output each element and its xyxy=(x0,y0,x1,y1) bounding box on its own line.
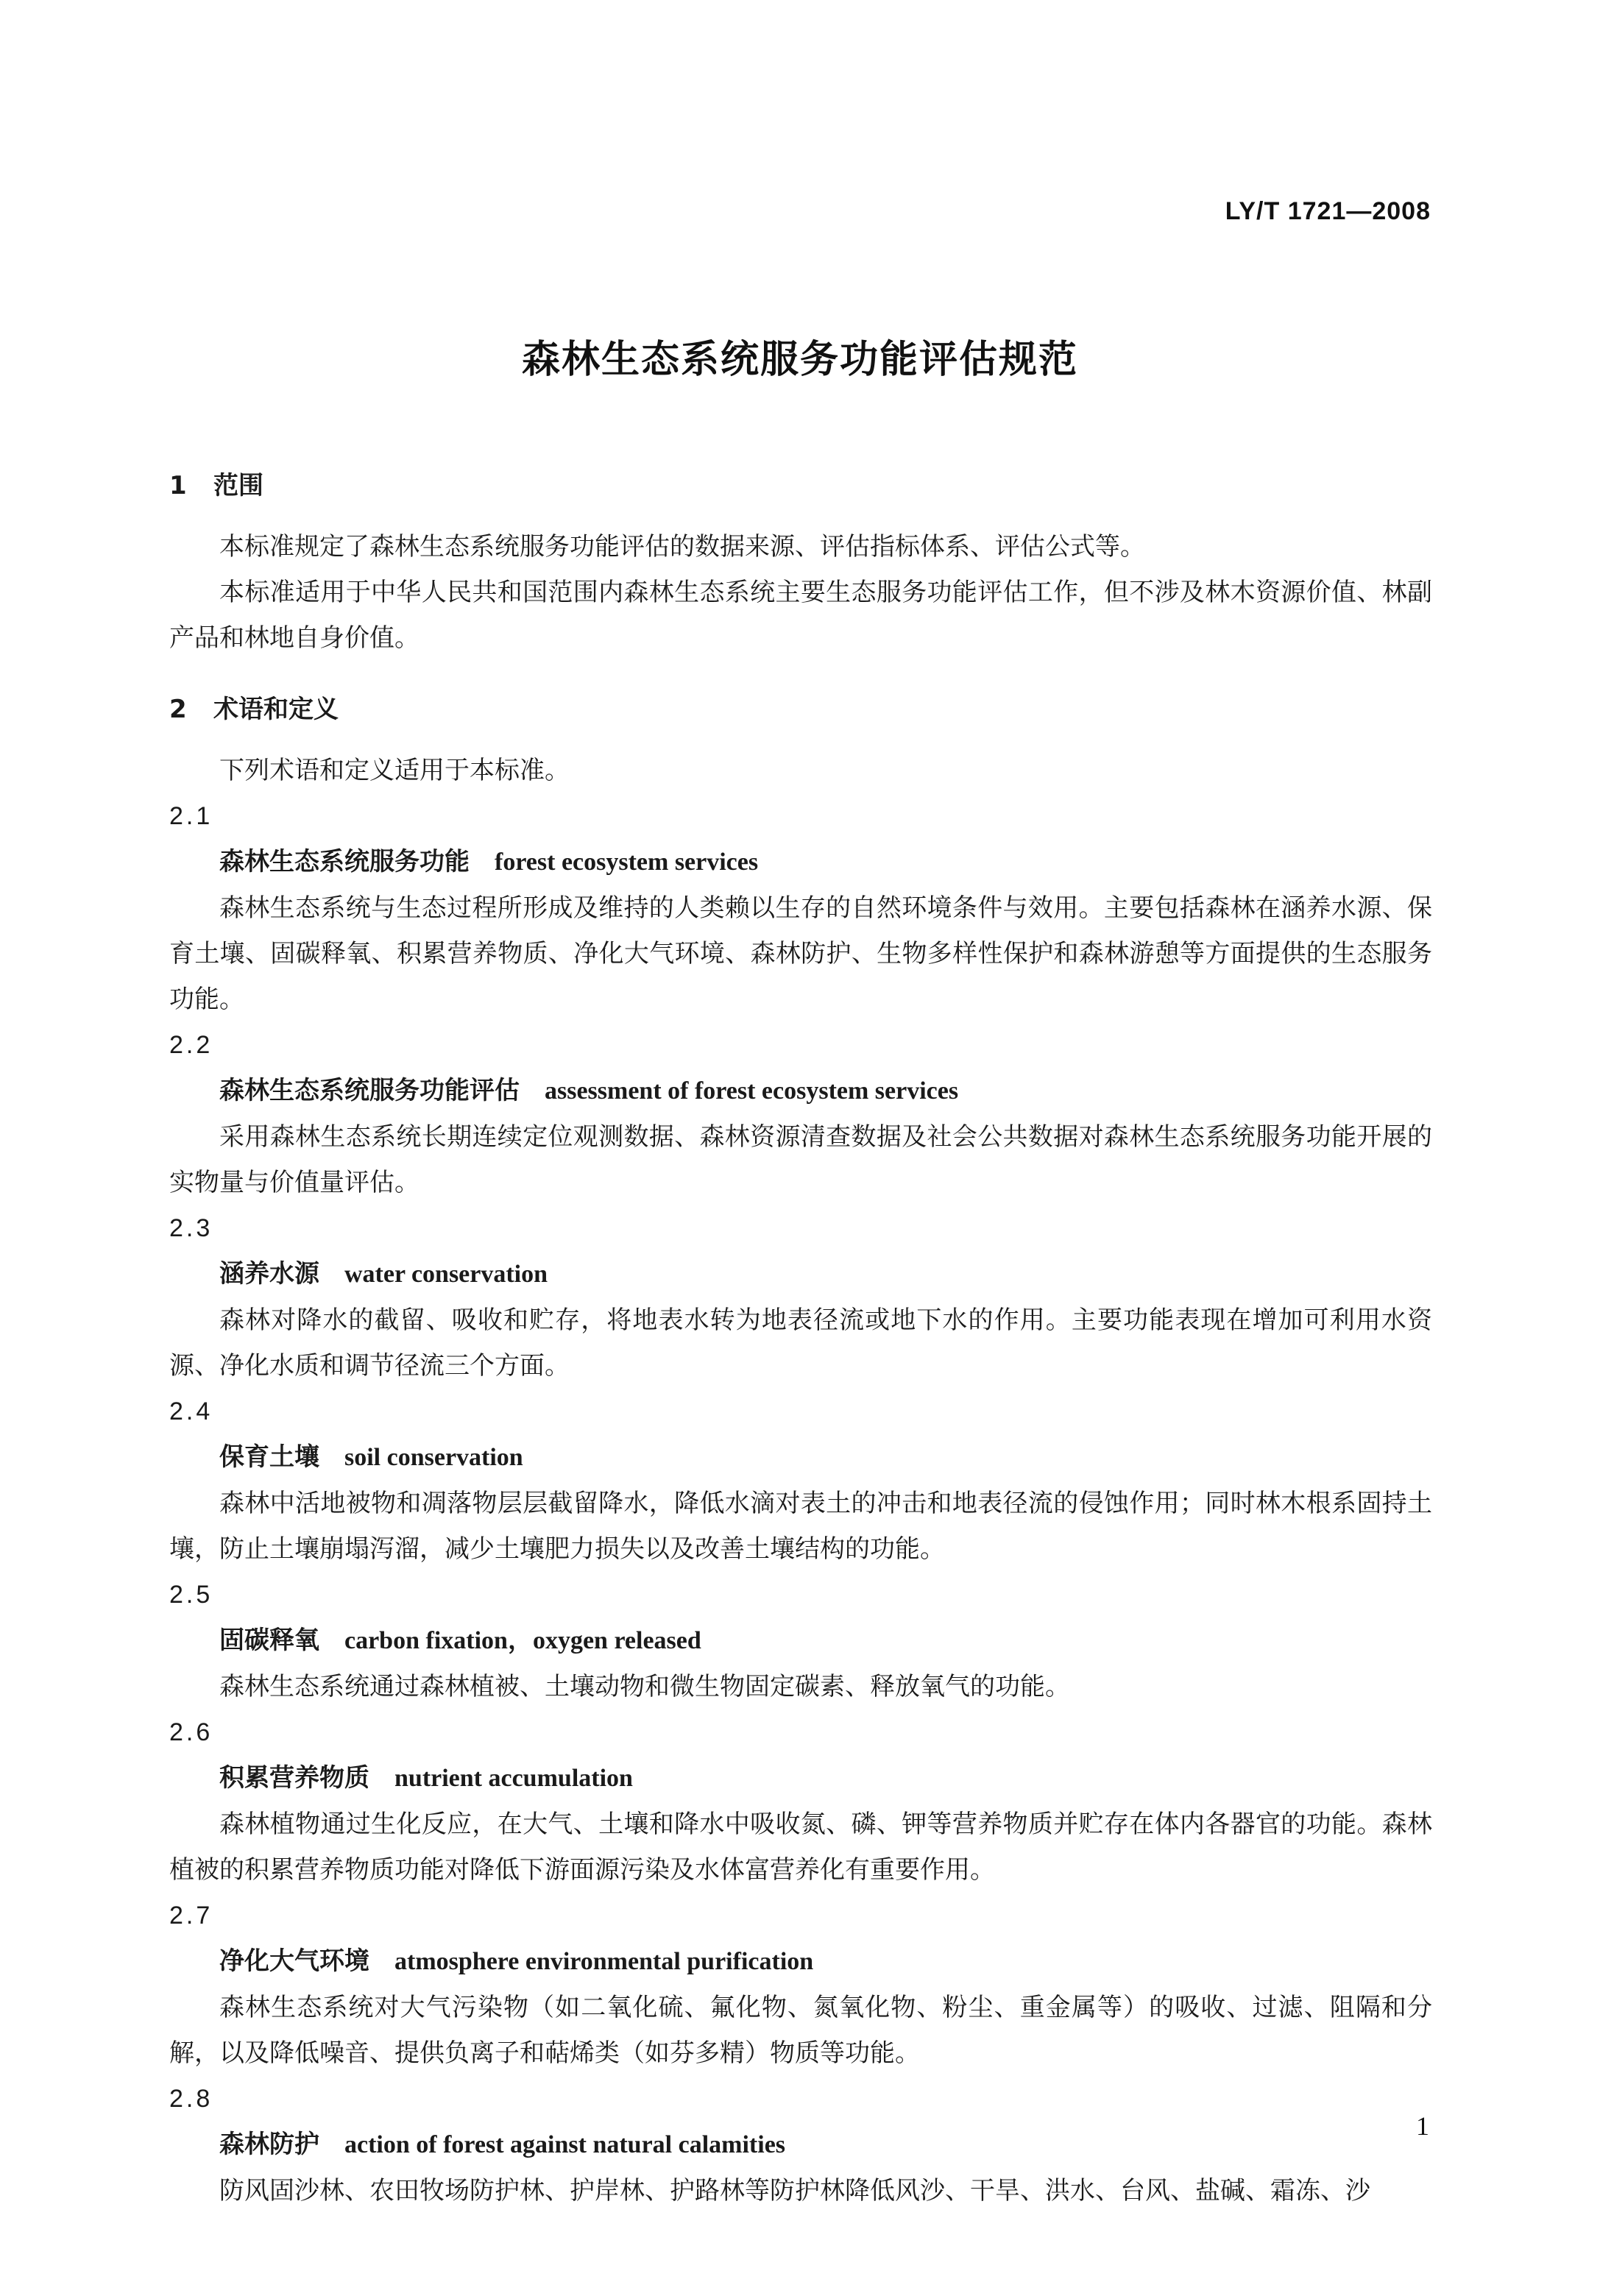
clause-number: 2.2 xyxy=(169,1031,213,1059)
term-entry xyxy=(169,1938,1432,1985)
term-chinese: 净化大气环境 xyxy=(219,1946,369,1976)
term-entry xyxy=(169,839,1432,885)
document-body xyxy=(169,459,1432,2214)
standard-code: LY/T 1721—2008 xyxy=(1225,197,1431,225)
term-chinese: 森林防护 xyxy=(219,2130,319,2159)
clause-number: 2.5 xyxy=(169,1581,213,1609)
term-entry xyxy=(169,1755,1432,1801)
section-heading-terms xyxy=(169,687,1432,731)
term-definition: 森林中活地被物和凋落物层层截留降水，降低水滴对表土的冲击和地表径流的侵蚀作用；同时林木根系固持土壤，防止土壤崩塌泻溜，减少土壤肥力损失以及改善土壤结构的功能。 xyxy=(169,1489,1432,1564)
term-chinese: 保育土壤 xyxy=(219,1442,319,1472)
clause-number: 2.3 xyxy=(169,1214,213,1242)
term-entry xyxy=(169,1434,1432,1481)
clause-number: 2.7 xyxy=(169,1902,213,1930)
section-title: 术语和定义 xyxy=(213,695,339,724)
section-number: 1 xyxy=(169,471,187,500)
term-chinese: 森林生态系统服务功能评估 xyxy=(219,1076,520,1105)
term-definition: 森林植物通过生化反应，在大气、土壤和降水中吸收氮、磷、钾等营养物质并贮存在体内各器官的功能。森林植被的积累营养物质功能对降低下游面源污染及水体富营养化有重要作用。 xyxy=(169,1810,1432,1885)
term-chinese: 积累营养物质 xyxy=(219,1763,369,1793)
term-entry xyxy=(169,1251,1432,1297)
term-chinese: 固碳释氧 xyxy=(219,1626,319,1655)
term-english: forest ecosystem services xyxy=(495,848,759,876)
clause-number: 2.1 xyxy=(169,802,213,830)
term-english: assessment of forest ecosystem services xyxy=(545,1077,959,1105)
clause-number: 2.4 xyxy=(169,1397,213,1425)
term-definition: 森林生态系统对大气污染物（如二氧化硫、氟化物、氮氧化物、粉尘、重金属等）的吸收、过滤、阻隔和分解，以及降低噪音、提供负离子和萜烯类（如芬多精）物质等功能。 xyxy=(169,1993,1432,2068)
term-entry xyxy=(169,1068,1432,1114)
clause-number: 2.6 xyxy=(169,1718,213,1746)
page-number: 1 xyxy=(1416,2111,1429,2141)
clause-number: 2.8 xyxy=(169,2085,213,2113)
term-chinese: 涵养水源 xyxy=(219,1259,319,1289)
term-definition: 防风固沙林、农田牧场防护林、护岸林、护路林等防护林降低风沙、干旱、洪水、台风、盐碱、霜冻、沙 xyxy=(219,2176,1370,2205)
term-english: nutrient accumulation xyxy=(394,1765,633,1792)
section-title: 范围 xyxy=(213,471,263,500)
term-entry xyxy=(169,1618,1432,1664)
paragraph: 本标准适用于中华人民共和国范围内森林生态系统主要生态服务功能评估工作，但不涉及林木资源价值、林副产品和林地自身价值。 xyxy=(169,578,1432,653)
term-chinese: 森林生态系统服务功能 xyxy=(219,847,470,876)
paragraph: 下列术语和定义适用于本标准。 xyxy=(219,756,570,785)
term-english: soil conservation xyxy=(344,1444,523,1471)
term-definition: 采用森林生态系统长期连续定位观测数据、森林资源清查数据及社会公共数据对森林生态系统服务功能开展的实物量与价值量评估。 xyxy=(169,1122,1432,1197)
section-heading-scope xyxy=(169,464,1432,508)
term-english: action of forest against natural calamities xyxy=(344,2131,786,2158)
term-entry xyxy=(169,2122,1432,2168)
section-number: 2 xyxy=(169,695,187,724)
term-english: water conservation xyxy=(344,1261,548,1288)
term-english: atmosphere environmental purification xyxy=(394,1948,814,1975)
term-definition: 森林对降水的截留、吸收和贮存，将地表水转为地表径流或地下水的作用。主要功能表现在增加可利用水资源、净化水质和调节径流三个方面。 xyxy=(169,1305,1432,1381)
term-english: carbon fixation，oxygen released xyxy=(344,1627,701,1654)
page-title: 森林生态系统服务功能评估规范 xyxy=(521,338,1078,382)
term-definition: 森林生态系统通过森林植被、土壤动物和微生物固定碳素、释放氧气的功能。 xyxy=(219,1672,1070,1701)
term-definition: 森林生态系统与生态过程所形成及维持的人类赖以生存的自然环境条件与效用。主要包括森林在涵养水源、保育土壤、固碳释氧、积累营养物质、净化大气环境、森林防护、生物多样性保护和森林游憩等方面提供的生态服务功能。 xyxy=(169,893,1432,1014)
paragraph: 本标准规定了森林生态系统服务功能评估的数据来源、评估指标体系、评估公式等。 xyxy=(219,532,1145,561)
